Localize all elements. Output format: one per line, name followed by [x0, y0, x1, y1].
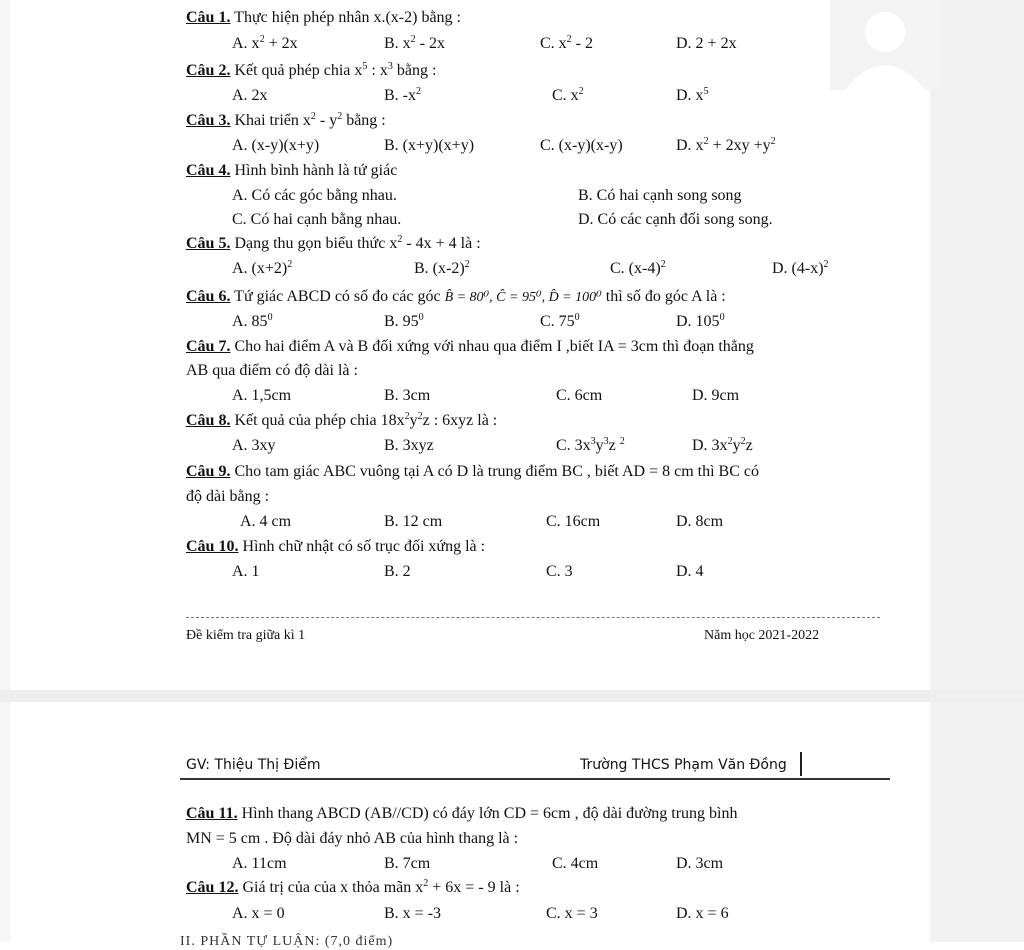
q5-option-c: C. $(x-4)^2$	[610, 259, 666, 277]
q5-option-b: B. $(x-2)^2$	[414, 259, 470, 277]
header-teacher: GV: Thiệu Thị Điểm	[186, 757, 321, 773]
question-11-cont: MN = 5 cm . Độ dài đáy nhỏ AB của hình thang là :	[186, 830, 519, 847]
q10-option-b: B. 2	[384, 563, 411, 580]
q7-option-a: A. 1,5cm	[232, 387, 292, 404]
question-9: Câu 9. Cho tam giác ABC vuông tại A có D là trung điểm BC , biết AD = 8 cm thì BC có	[186, 463, 759, 480]
q6-option-b: B. $95^0$	[384, 312, 424, 330]
q10-option-d: D. 4	[676, 563, 704, 580]
text-cursor	[800, 752, 802, 776]
q6-option-c: C. $75^0$	[540, 312, 580, 330]
avatar	[830, 0, 940, 90]
q8-option-a: A. 3xy	[232, 437, 276, 454]
q4-option-c: C. Có hai cạnh bằng nhau.	[232, 211, 402, 228]
q1-option-c: C. $x^2 - 2$	[540, 34, 593, 52]
q9-option-d: D. 8cm	[676, 513, 724, 530]
question-11: Câu 11. Hình thang ABCD (AB//CD) có đáy lớn CD = 6cm , độ dài đường trung bình	[186, 805, 738, 822]
right-margin	[930, 0, 1024, 942]
q8-option-c: C. $3x^3y^3z$ $^2$	[556, 436, 625, 454]
q2-option-d: D. $x^5$	[676, 86, 709, 104]
user-silhouette-icon	[830, 0, 940, 90]
q12-option-a: A. x = 0	[232, 905, 285, 922]
question-7-cont: AB qua điểm có độ dài là :	[186, 362, 358, 379]
question-8: Câu 8. Kết quả của phép chia $18x^2y^2z$ : 6xyz là :	[186, 411, 498, 429]
footer-divider	[186, 617, 880, 618]
q7-option-d: D. 9cm	[692, 387, 740, 404]
q3-option-b: B. (x+y)(x+y)	[384, 137, 475, 154]
q9-option-c: C. 16cm	[546, 513, 601, 530]
q3-option-d: D. $x^2 + 2xy +y^2$	[676, 136, 776, 154]
q12-option-c: C. x = 3	[546, 905, 598, 922]
footer-right: Năm học 2021-2022	[704, 628, 820, 643]
q7-option-c: C. 6cm	[556, 387, 603, 404]
q8-option-d: D. $3x^2y^2z$	[692, 436, 753, 454]
q7-option-b: B. 3cm	[384, 387, 431, 404]
page-gap	[0, 690, 1024, 702]
q2-option-b: B. $-x^2$	[384, 86, 421, 104]
q10-option-a: A. 1	[232, 563, 260, 580]
footer-left: Đề kiểm tra giữa kì 1	[186, 628, 306, 643]
q3-option-a: A. (x-y)(x+y)	[232, 137, 320, 154]
section-heading-cutoff: II. PHẦN TỰ LUẬN: (7,0 điểm)	[180, 934, 394, 949]
q8-option-b: B. 3xyz	[384, 437, 434, 454]
q12-option-d: D. x = 6	[676, 905, 729, 922]
question-6: Câu 6. Tứ giác ABCD có số đo các góc B̂ = 80⁰, Ĉ = 95⁰, D̂ = 100⁰ thì số đo góc A là :	[186, 288, 726, 305]
q10-option-c: C. 3	[546, 563, 573, 580]
q11-option-d: D. 3cm	[676, 855, 724, 872]
q11-option-c: C. 4cm	[552, 855, 599, 872]
q6-option-d: D. $105^0$	[676, 312, 725, 330]
q1-option-a: A. $x^2 + 2x$	[232, 34, 298, 52]
q4-option-b: B. Có hai cạnh song song	[578, 187, 742, 204]
q1-option-d: D. 2 + 2x	[676, 35, 737, 52]
question-5: Câu 5. Dạng thu gọn biểu thức $x^2 - 4x + 4$ là :	[186, 234, 481, 252]
question-4: Câu 4. Hình bình hành là tứ giác	[186, 162, 398, 179]
question-3: Câu 3. Khai triển $x^2 - y^2$ bằng :	[186, 111, 386, 129]
question-10: Câu 10. Hình chữ nhật có số trục đối xứng là :	[186, 538, 486, 555]
question-12: Câu 12. Giá trị của của x thỏa mãn $x^2 + 6x$ = - 9 là :	[186, 878, 520, 896]
q2-option-c: C. $x^2$	[552, 86, 584, 104]
header-divider	[180, 778, 890, 780]
q4-option-d: D. Có các cạnh đối song song.	[578, 211, 773, 228]
q1-option-b: B. $x^2 - 2x$	[384, 34, 445, 52]
q11-option-a: A. 11cm	[232, 855, 287, 872]
q9-option-b: B. 12 cm	[384, 513, 443, 530]
q2-option-a: A. 2x	[232, 87, 268, 104]
q3-option-c: C. (x-y)(x-y)	[540, 137, 623, 154]
left-margin	[0, 0, 10, 942]
question-1: Câu 1. Thực hiện phép nhân x.(x-2) bằng :	[186, 9, 461, 26]
question-9-cont: độ dài bằng :	[186, 488, 270, 505]
question-2: Câu 2. Kết quả phép chia $x^5$ : $x^3$ bằng :	[186, 61, 437, 79]
q5-option-d: D. $(4-x)^2$	[772, 259, 829, 277]
header-school: Trường THCS Phạm Văn Đồng	[580, 757, 787, 773]
q11-option-b: B. 7cm	[384, 855, 431, 872]
question-7: Câu 7. Cho hai điểm A và B đối xứng với nhau qua điểm I ,biết IA = 3cm thì đoạn thẳng	[186, 338, 754, 355]
q12-option-b: B. x = -3	[384, 905, 442, 922]
q4-option-a: A. Có các góc bằng nhau.	[232, 187, 397, 204]
q5-option-a: A. $(x+2)^2$	[232, 259, 293, 277]
q9-option-a: A. 4 cm	[240, 513, 292, 530]
q6-option-a: A. $85^0$	[232, 312, 273, 330]
